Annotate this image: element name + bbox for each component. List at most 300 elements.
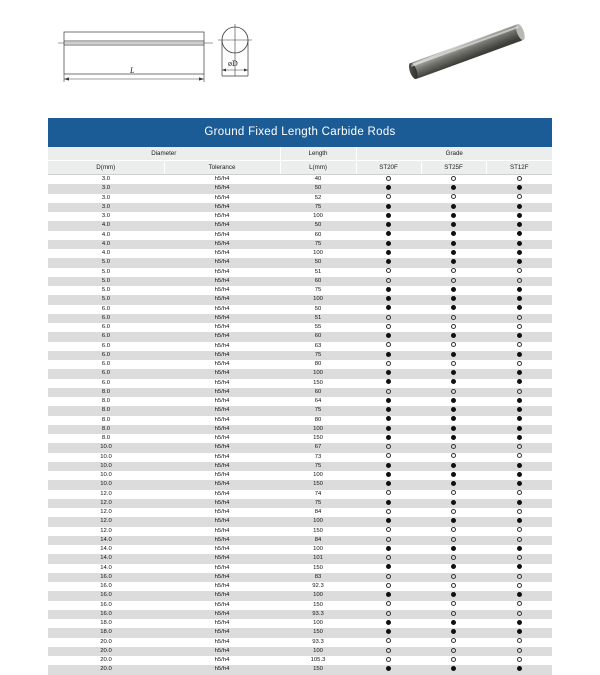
cell-grade-st25f	[421, 499, 486, 508]
group-header-diameter: Diameter	[48, 147, 280, 161]
cell-grade-st20f	[356, 305, 421, 314]
cell-tolerance: h5/h4	[214, 592, 230, 599]
availability-filled-dot-icon	[386, 472, 391, 477]
cell-grade-st20f	[356, 619, 421, 628]
table-row[interactable]	[48, 305, 552, 314]
availability-filled-dot-icon	[451, 546, 456, 551]
table-row[interactable]	[48, 295, 552, 304]
cell-length: 100	[313, 647, 323, 654]
cell-grade-st25f	[421, 351, 486, 360]
availability-filled-dot-icon	[451, 426, 456, 431]
cell-diameter: 5.0	[101, 268, 111, 275]
table-row[interactable]	[48, 656, 552, 665]
table-row[interactable]	[48, 582, 552, 591]
cell-grade-st12f	[486, 545, 552, 554]
cell-grade-st20f	[356, 406, 421, 415]
cell-grade-st25f	[421, 342, 486, 351]
column-header-tolerance: Tolerance	[164, 161, 280, 175]
table-row[interactable]	[48, 212, 552, 221]
availability-filled-dot-icon	[517, 435, 522, 440]
availability-open-dot-icon	[517, 657, 522, 662]
cell-diameter: 12.0	[100, 527, 112, 534]
cell-grade-st25f	[421, 369, 486, 378]
cell-length: 83	[314, 573, 322, 580]
availability-open-dot-icon	[517, 555, 522, 560]
table-body	[48, 175, 552, 675]
cell-diameter: 5.0	[101, 277, 111, 284]
cell-tolerance: h5/h4	[214, 601, 230, 608]
table-row[interactable]	[48, 554, 552, 563]
table-row[interactable]	[48, 434, 552, 443]
availability-filled-dot-icon	[451, 296, 456, 301]
cell-grade-st12f	[486, 397, 552, 406]
cell-grade-st20f	[356, 545, 421, 554]
availability-filled-dot-icon	[451, 352, 456, 357]
cell-grade-st20f	[356, 647, 421, 656]
cell-length: 74	[314, 490, 322, 497]
cell-grade-st25f	[421, 601, 486, 610]
table-row[interactable]	[48, 406, 552, 415]
table-row[interactable]	[48, 536, 552, 545]
availability-filled-dot-icon	[517, 296, 522, 301]
cell-grade-st12f	[486, 490, 552, 499]
availability-open-dot-icon	[517, 537, 522, 542]
cell-grade-st25f	[421, 379, 486, 388]
cell-grade-st20f	[356, 499, 421, 508]
cell-grade-st12f	[486, 416, 552, 425]
table-row[interactable]	[48, 240, 552, 249]
cell-length: 64	[314, 398, 322, 404]
cell-diameter: 8.0	[101, 425, 111, 432]
availability-filled-dot-icon	[451, 564, 456, 569]
availability-open-dot-icon	[386, 268, 391, 273]
cell-grade-st25f	[421, 490, 486, 499]
cell-length: 50	[314, 259, 322, 266]
cell-length: 100	[313, 518, 323, 525]
table-row[interactable]	[48, 416, 552, 425]
cell-length: 150	[313, 564, 323, 571]
availability-filled-dot-icon	[451, 500, 456, 505]
cell-diameter: 8.0	[101, 435, 111, 441]
cell-diameter: 16.0	[100, 592, 112, 599]
table-row[interactable]	[48, 564, 552, 573]
cell-diameter: 14.0	[100, 555, 112, 562]
cell-grade-st20f	[356, 582, 421, 591]
availability-filled-dot-icon	[517, 518, 522, 523]
table-row[interactable]	[48, 360, 552, 369]
cell-diameter: 8.0	[101, 407, 111, 414]
table-row[interactable]	[48, 527, 552, 536]
cell-grade-st20f	[356, 591, 421, 600]
cell-grade-st20f	[356, 508, 421, 517]
cell-grade-st20f	[356, 323, 421, 332]
cell-grade-st12f	[486, 388, 552, 397]
table-row[interactable]	[48, 647, 552, 656]
cell-grade-st12f	[486, 369, 552, 378]
cell-grade-st25f	[421, 434, 486, 443]
table-row[interactable]	[48, 573, 552, 582]
availability-open-dot-icon	[451, 490, 456, 495]
cell-tolerance: h5/h4	[214, 647, 230, 654]
cell-length: 50	[314, 305, 322, 312]
cell-grade-st20f	[356, 286, 421, 295]
cell-grade-st12f	[486, 249, 552, 258]
cell-diameter: 16.0	[100, 573, 112, 580]
cell-grade-st25f	[421, 480, 486, 489]
cell-grade-st25f	[421, 295, 486, 304]
table-row[interactable]	[48, 490, 552, 499]
cell-length: 52	[314, 194, 322, 201]
availability-filled-dot-icon	[517, 416, 522, 421]
availability-open-dot-icon	[386, 638, 391, 643]
table-row[interactable]	[48, 545, 552, 554]
cell-grade-st20f	[356, 295, 421, 304]
table-row[interactable]	[48, 443, 552, 452]
availability-open-dot-icon	[451, 527, 456, 532]
table-row[interactable]	[48, 203, 552, 212]
cell-grade-st25f	[421, 665, 486, 674]
cell-grade-st12f	[486, 194, 552, 203]
cell-tolerance: h5/h4	[214, 250, 230, 256]
availability-filled-dot-icon	[451, 379, 456, 384]
availability-open-dot-icon	[386, 648, 391, 653]
cell-diameter: 3.0	[101, 213, 111, 219]
availability-open-dot-icon	[386, 361, 391, 366]
cell-diameter: 20.0	[100, 638, 112, 645]
availability-filled-dot-icon	[386, 250, 391, 255]
table-row[interactable]	[48, 342, 552, 351]
availability-filled-dot-icon	[386, 222, 391, 227]
cell-grade-st20f	[356, 314, 421, 323]
cell-grade-st20f	[356, 480, 421, 489]
cell-grade-st20f	[356, 490, 421, 499]
cell-tolerance: h5/h4	[214, 444, 230, 451]
table-row[interactable]	[48, 175, 552, 185]
cell-tolerance: h5/h4	[214, 629, 230, 636]
cell-diameter: 8.0	[101, 388, 111, 395]
availability-open-dot-icon	[451, 583, 456, 588]
cell-diameter: 5.0	[101, 296, 111, 303]
availability-filled-dot-icon	[517, 398, 522, 403]
cell-grade-st12f	[486, 443, 552, 452]
cell-grade-st12f	[486, 554, 552, 563]
cell-grade-st20f	[356, 221, 421, 230]
cell-grade-st12f	[486, 360, 552, 369]
table-row[interactable]	[48, 369, 552, 378]
cell-tolerance: h5/h4	[214, 518, 230, 525]
availability-open-dot-icon	[386, 324, 391, 329]
cell-tolerance: h5/h4	[214, 333, 230, 340]
cell-diameter: 14.0	[100, 564, 112, 571]
cell-grade-st12f	[486, 517, 552, 526]
cell-grade-st20f	[356, 471, 421, 480]
cell-grade-st25f	[421, 305, 486, 314]
cell-grade-st20f	[356, 258, 421, 267]
cell-grade-st25f	[421, 554, 486, 563]
column-header-grade-st20f: ST20F	[356, 161, 421, 175]
cell-diameter: 12.0	[100, 490, 112, 497]
table-row[interactable]	[48, 388, 552, 397]
cell-grade-st12f	[486, 527, 552, 536]
cell-tolerance: h5/h4	[214, 499, 230, 506]
cell-grade-st25f	[421, 462, 486, 471]
cell-grade-st12f	[486, 628, 552, 637]
cell-diameter: 16.0	[100, 583, 112, 589]
cell-grade-st12f	[486, 564, 552, 573]
availability-open-dot-icon	[386, 315, 391, 320]
availability-open-dot-icon	[451, 537, 456, 542]
cell-grade-st25f	[421, 277, 486, 286]
availability-filled-dot-icon	[451, 629, 456, 634]
table-row[interactable]	[48, 601, 552, 610]
availability-filled-dot-icon	[451, 472, 456, 477]
availability-filled-dot-icon	[517, 629, 522, 634]
cell-grade-st20f	[356, 231, 421, 240]
availability-filled-dot-icon	[517, 241, 522, 246]
table-row[interactable]	[48, 480, 552, 489]
cell-grade-st12f	[486, 425, 552, 434]
availability-filled-dot-icon	[386, 287, 391, 292]
availability-open-dot-icon	[451, 342, 456, 347]
cell-diameter: 8.0	[101, 416, 111, 423]
cell-diameter: 6.0	[101, 351, 111, 358]
cell-grade-st12f	[486, 258, 552, 267]
carbide-rod-photo	[392, 12, 542, 97]
cell-length: 75	[314, 407, 322, 414]
cell-grade-st20f	[356, 628, 421, 637]
cell-grade-st20f	[356, 425, 421, 434]
table-row[interactable]	[48, 379, 552, 388]
cell-grade-st20f	[356, 342, 421, 351]
cell-grade-st25f	[421, 268, 486, 277]
table-row[interactable]	[48, 462, 552, 471]
cell-grade-st20f	[356, 601, 421, 610]
table-row[interactable]	[48, 221, 552, 230]
table-row[interactable]	[48, 184, 552, 193]
availability-open-dot-icon	[451, 268, 456, 273]
availability-filled-dot-icon	[451, 463, 456, 468]
table-row[interactable]	[48, 628, 552, 637]
cell-grade-st20f	[356, 388, 421, 397]
availability-filled-dot-icon	[517, 305, 522, 310]
availability-open-dot-icon	[386, 583, 391, 588]
table-row[interactable]	[48, 323, 552, 332]
availability-filled-dot-icon	[451, 250, 456, 255]
cell-length: 100	[313, 592, 323, 599]
side-view-svg	[58, 28, 218, 84]
cell-grade-st25f	[421, 628, 486, 637]
availability-filled-dot-icon	[517, 370, 522, 375]
table-row[interactable]	[48, 591, 552, 600]
table-row[interactable]	[48, 665, 552, 674]
cell-diameter: 4.0	[101, 222, 111, 229]
group-header-length: Length	[280, 147, 356, 161]
cell-grade-st12f	[486, 656, 552, 665]
cell-tolerance: h5/h4	[214, 657, 230, 663]
table-row[interactable]	[48, 517, 552, 526]
cell-length: 75	[314, 203, 322, 210]
cell-tolerance: h5/h4	[214, 610, 230, 617]
availability-open-dot-icon	[386, 657, 391, 662]
table-row[interactable]	[48, 286, 552, 295]
availability-filled-dot-icon	[386, 407, 391, 412]
cell-grade-st20f	[356, 443, 421, 452]
cell-tolerance: h5/h4	[214, 314, 230, 321]
cell-grade-st20f	[356, 175, 421, 185]
availability-filled-dot-icon	[517, 666, 522, 671]
cell-grade-st20f	[356, 527, 421, 536]
cell-grade-st12f	[486, 453, 552, 462]
cell-length: 75	[314, 499, 322, 506]
cell-tolerance: h5/h4	[214, 203, 230, 210]
cell-grade-st12f	[486, 212, 552, 221]
availability-filled-dot-icon	[451, 416, 456, 421]
table-row[interactable]	[48, 258, 552, 267]
cell-grade-st12f	[486, 499, 552, 508]
cell-grade-st25f	[421, 175, 486, 185]
table-row[interactable]	[48, 231, 552, 240]
cell-diameter: 12.0	[100, 518, 112, 525]
availability-open-dot-icon	[517, 342, 522, 347]
availability-open-dot-icon	[517, 268, 522, 273]
cell-grade-st25f	[421, 443, 486, 452]
table-row[interactable]	[48, 508, 552, 517]
table-row[interactable]	[48, 249, 552, 258]
cell-grade-st25f	[421, 591, 486, 600]
table-header	[48, 118, 552, 175]
cell-grade-st12f	[486, 314, 552, 323]
availability-open-dot-icon	[517, 453, 522, 458]
cell-tolerance: h5/h4	[214, 638, 230, 645]
cell-length: 100	[313, 213, 323, 219]
table-row[interactable]	[48, 499, 552, 508]
availability-filled-dot-icon	[517, 222, 522, 227]
availability-filled-dot-icon	[451, 231, 456, 236]
cell-tolerance: h5/h4	[214, 509, 230, 515]
cell-tolerance: h5/h4	[214, 324, 230, 330]
table-row[interactable]	[48, 351, 552, 360]
cell-grade-st20f	[356, 332, 421, 341]
cell-tolerance: h5/h4	[214, 435, 230, 441]
group-header-grade: Grade	[356, 147, 552, 161]
cell-grade-st12f	[486, 332, 552, 341]
cell-tolerance: h5/h4	[214, 398, 230, 404]
cell-tolerance: h5/h4	[214, 277, 230, 284]
table-row[interactable]	[48, 619, 552, 628]
cell-tolerance: h5/h4	[214, 176, 230, 182]
availability-filled-dot-icon	[386, 296, 391, 301]
table-row[interactable]	[48, 610, 552, 619]
availability-open-dot-icon	[517, 490, 522, 495]
cell-diameter: 10.0	[100, 453, 112, 460]
table-row[interactable]	[48, 397, 552, 406]
availability-open-dot-icon	[517, 361, 522, 366]
availability-open-dot-icon	[386, 490, 391, 495]
cell-grade-st20f	[356, 416, 421, 425]
cell-grade-st25f	[421, 416, 486, 425]
cell-grade-st12f	[486, 480, 552, 489]
cell-length: 75	[314, 351, 322, 358]
rod-end-view-drawing	[212, 22, 258, 89]
cell-diameter: 6.0	[101, 305, 111, 312]
table-row[interactable]	[48, 425, 552, 434]
cell-grade-st20f	[356, 369, 421, 378]
cell-length: 100	[313, 546, 323, 552]
table-row[interactable]	[48, 194, 552, 203]
cell-grade-st12f	[486, 647, 552, 656]
cell-diameter: 3.0	[101, 176, 111, 182]
table-row[interactable]	[48, 332, 552, 341]
cell-grade-st12f	[486, 638, 552, 647]
availability-filled-dot-icon	[386, 305, 391, 310]
cell-grade-st12f	[486, 286, 552, 295]
cell-length: 150	[313, 435, 323, 441]
cell-grade-st25f	[421, 332, 486, 341]
table-row[interactable]	[48, 268, 552, 277]
cell-grade-st25f	[421, 582, 486, 591]
availability-open-dot-icon	[517, 601, 522, 606]
table-row[interactable]	[48, 277, 552, 286]
cell-length: 93.3	[312, 638, 324, 645]
table-row[interactable]	[48, 638, 552, 647]
cell-length: 40	[314, 176, 322, 182]
cell-grade-st20f	[356, 240, 421, 249]
cell-grade-st12f	[486, 582, 552, 591]
cell-diameter: 3.0	[101, 185, 111, 192]
availability-open-dot-icon	[386, 176, 391, 181]
cell-grade-st20f	[356, 573, 421, 582]
availability-open-dot-icon	[451, 611, 456, 616]
cell-grade-st25f	[421, 619, 486, 628]
length-dimension-label: L	[130, 66, 135, 75]
cell-grade-st25f	[421, 397, 486, 406]
cell-grade-st25f	[421, 453, 486, 462]
cell-grade-st20f	[356, 517, 421, 526]
cell-grade-st25f	[421, 388, 486, 397]
cell-length: 67	[314, 444, 322, 451]
availability-filled-dot-icon	[517, 379, 522, 384]
availability-filled-dot-icon	[517, 204, 522, 209]
table-row[interactable]	[48, 314, 552, 323]
availability-open-dot-icon	[517, 638, 522, 643]
cell-grade-st25f	[421, 517, 486, 526]
cell-tolerance: h5/h4	[214, 620, 230, 626]
cell-length: 150	[313, 481, 323, 488]
cell-grade-st25f	[421, 360, 486, 369]
availability-open-dot-icon	[451, 638, 456, 643]
availability-filled-dot-icon	[451, 370, 456, 375]
availability-filled-dot-icon	[451, 407, 456, 412]
cell-grade-st25f	[421, 314, 486, 323]
cell-grade-st12f	[486, 665, 552, 674]
availability-filled-dot-icon	[451, 518, 456, 523]
availability-open-dot-icon	[451, 509, 456, 514]
cell-grade-st12f	[486, 268, 552, 277]
table-row[interactable]	[48, 453, 552, 462]
table-row[interactable]	[48, 471, 552, 480]
availability-open-dot-icon	[517, 315, 522, 320]
availability-open-dot-icon	[451, 574, 456, 579]
availability-filled-dot-icon	[517, 213, 522, 218]
availability-filled-dot-icon	[386, 204, 391, 209]
availability-filled-dot-icon	[517, 259, 522, 264]
cell-length: 80	[314, 416, 322, 423]
availability-open-dot-icon	[517, 194, 522, 199]
availability-open-dot-icon	[517, 509, 522, 514]
cell-grade-st25f	[421, 406, 486, 415]
availability-filled-dot-icon	[517, 407, 522, 412]
availability-filled-dot-icon	[386, 379, 391, 384]
